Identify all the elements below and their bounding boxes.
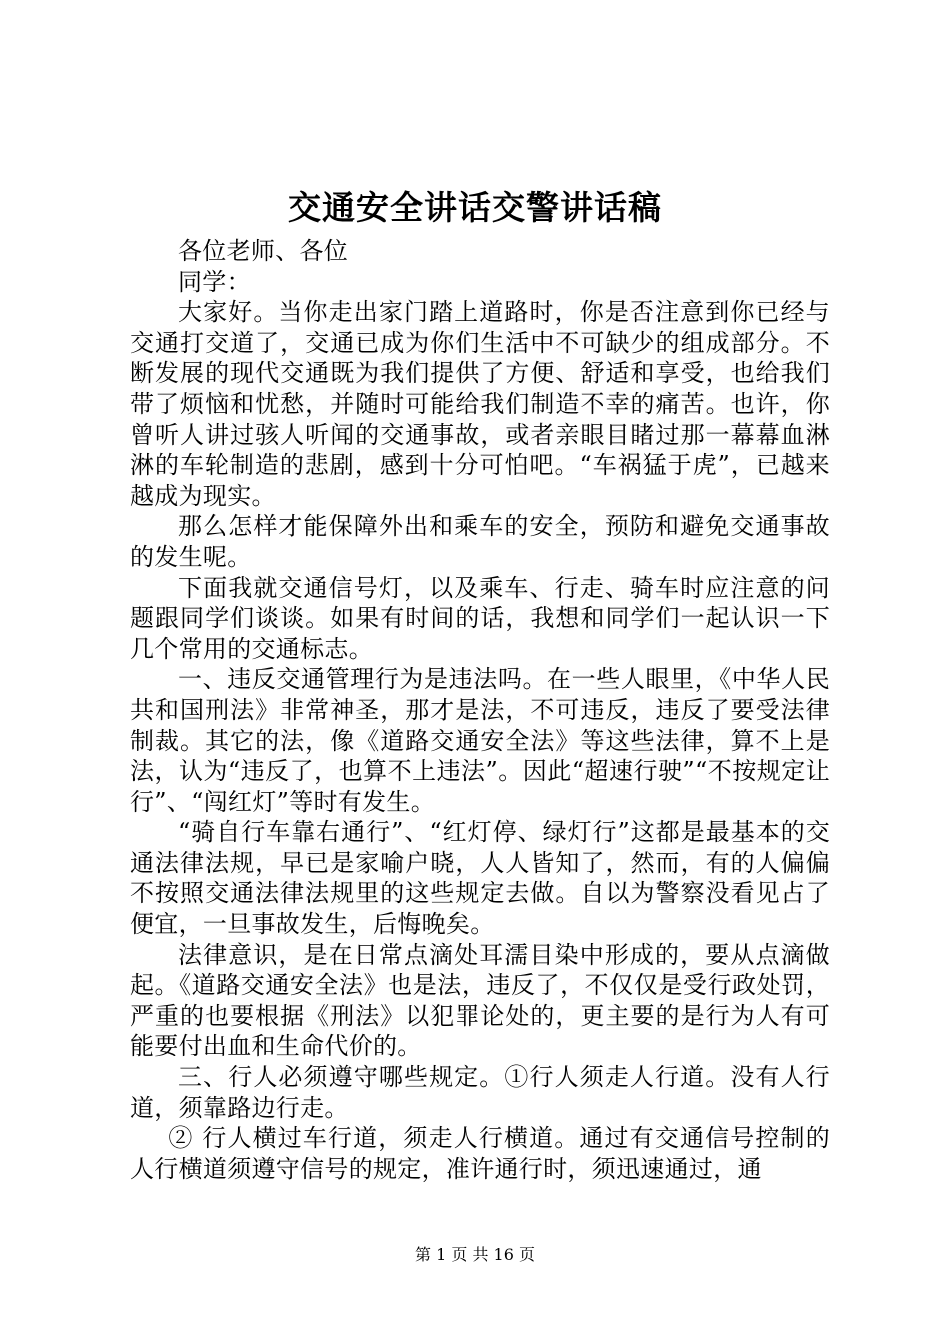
document-body	[130, 236, 830, 1184]
paragraph: 下面我就交通信号灯，以及乘车、行走、骑车时应注意的问题跟同学们谈谈。如果有时间的话，我想和同学们一起认识一下几个常用的交通标志。	[130, 573, 830, 663]
paragraph: 三、行人必须遵守哪些规定。①行人须走人行道。没有人行道，须靠路边行走。	[130, 1063, 830, 1122]
paragraph: 大家好。当你走出家门踏上道路时，你是否注意到你已经与交通打交道了，交通已成为你们生活中不可缺少的组成部分。不断发展的现代交通既为我们提供了方便、舒适和享受，也给我们带了烦恼和忧愁，并随时可能给我们制造不幸的痛苦。也许，你曾听人讲过骇人听闻的交通事故，或者亲眼目睹过那一幕幕血淋淋的车轮制造的悲剧，感到十分可怕吧。“车祸猛于虎”，已越来越成为现实。	[130, 298, 830, 510]
paragraph: 那么怎样才能保障外出和乘车的安全，预防和避免交通事故的发生呢。	[130, 512, 830, 571]
page-indicator: 第 1 页 共 16 页	[415, 1245, 535, 1264]
greeting-line-1: 各位老师、各位	[178, 237, 349, 265]
paragraph: “骑自行车靠右通行”、“红灯停、绿灯行”这都是最基本的交通法律法规，早已是家喻户晓，人人皆知了，然而，有的人偏偏不按照交通法律法规里的这些规定去做。自以为警察没看见占了便宜，一旦事故发生，后悔晚矣。	[130, 818, 830, 939]
document-title: 交通安全讲话交警讲话稿	[288, 188, 662, 227]
paragraph: 法律意识，是在日常点滴处耳濡目染中形成的，要从点滴做起。《道路交通安全法》也是法，违反了，不仅仅是受行政处罚，严重的也要根据《刑法》以犯罪论处的，更主要的是行为人有可能要付出血和生命代价的。	[130, 940, 830, 1061]
paragraph: ② 行人横过车行道，须走人行横道。通过有交通信号控制的人行横道须遵守信号的规定，准许通行时，须迅速通过，通	[130, 1124, 830, 1183]
greeting-line-2: 同学：	[178, 267, 251, 296]
paragraph: 一、违反交通管理行为是违法吗。在一些人眼里，《中华人民共和国刑法》非常神圣，那才是法，不可违反，违反了要受法律制裁。其它的法，像《道路交通安全法》等这些法律，算不上是法，认为“违反了，也算不上违法”。因此“超速行驶”“不按规定让行”、“闯红灯”等时有发生。	[130, 665, 830, 816]
